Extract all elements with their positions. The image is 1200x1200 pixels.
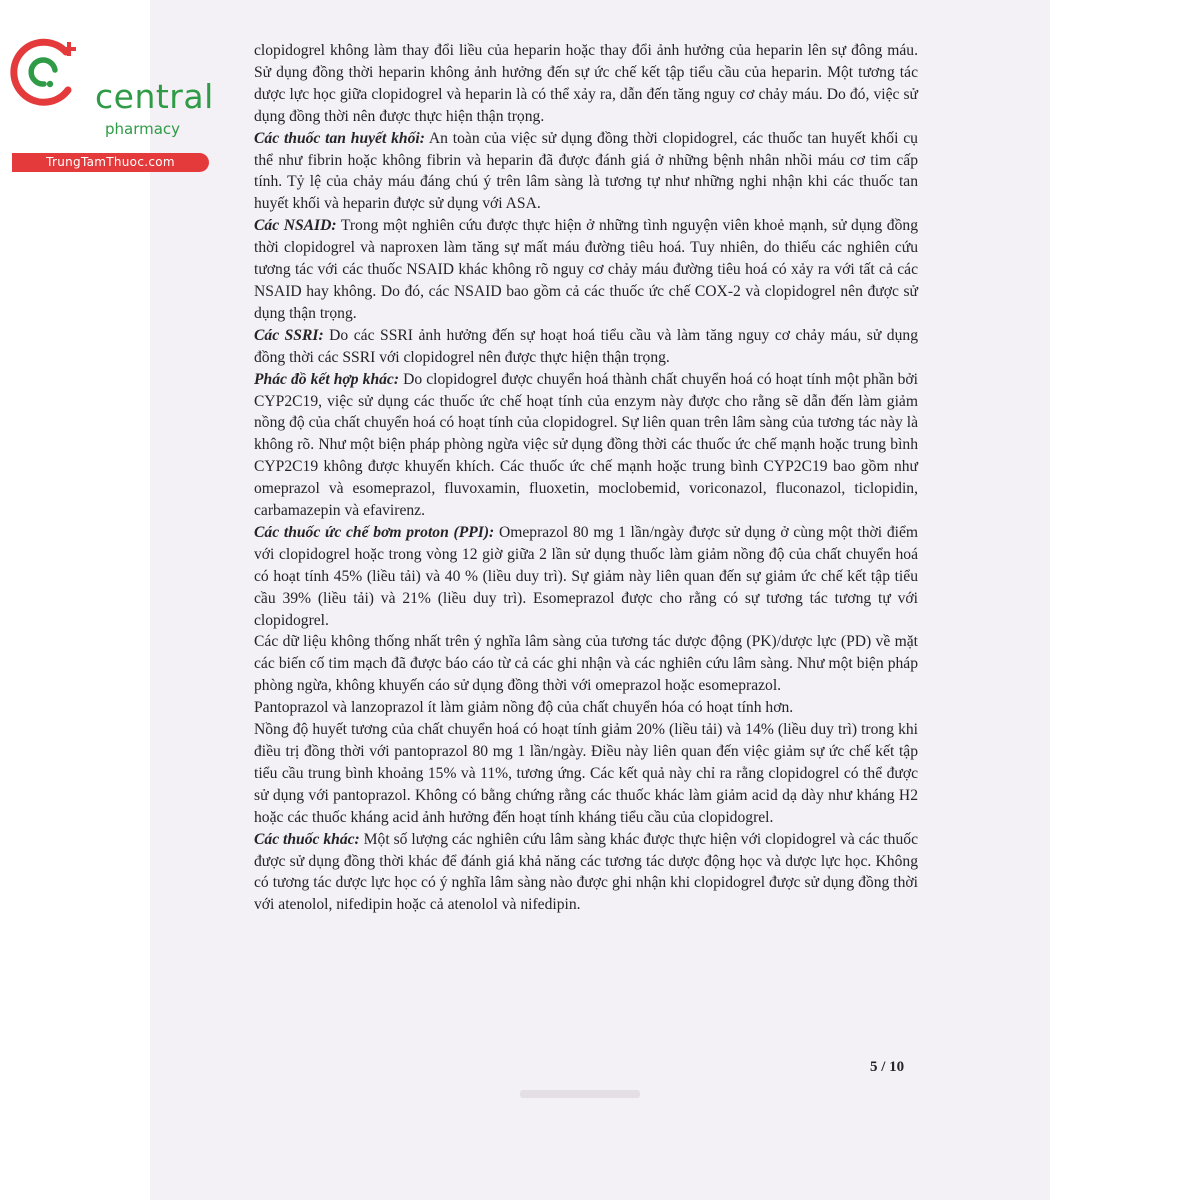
paragraph-plasma-concentration: Nồng độ huyết tương của chất chuyển hoá có hoạt tính giảm 20% (liều tải) và 14% (liều duy trì) trong khi điều trị đồng thời với pantoprazol 80 mg 1 lần/ngày. Điều này liên quan đến việc giảm sự ức chế kết tập tiểu cầu trung bình khoảng 15% và 11%, tương ứng. Các kết quả này chỉ ra rằng clopidogrel có thể được sử dụng với pantoprazol. Không có bằng chứng rằng các thuốc khác làm giảm acid dạ dày như kháng H2 hoặc các thuốc kháng acid ảnh hưởng đến hoạt tính kháng tiểu cầu của clopidogrel. [254,721,918,826]
paragraph-ppi: Các thuốc ức chế bơm proton (PPI): Omeprazol 80 mg 1 lần/ngày được sử dụng ở cùng một thời điểm với clopidogrel hoặc trong vòng 12 giờ giữa 2 lần sử dụng thuốc làm giảm nồng độ của chất chuyển hoá có hoạt tính 45% (liều tải) và 40 % (liều duy trì). Sự giảm này liên quan đến sự giảm ức chế kết tập tiểu cầu 39% (liều tải) và 21% (liều duy trì). Esomeprazol được cho rằng có sự tương tác tương tự với clopidogrel. [254,523,919,629]
paragraph-combination: Phác đồ kết hợp khác: Do clopidogrel được chuyển hoá thành chất chuyển hoá có hoạt tính một phần bởi CYP2C19, việc sử dụng các thuốc ức chế hoạt tính của enzym này được cho rằng sẽ dẫn đến làm giảm nồng độ của chất chuyển hoá có hoạt tính của clopidogrel. Sự liên quan trên lâm sàng của tương tác này là không rõ. Như một biện pháp phòng ngừa việc sử dụng đồng thời các thuốc ức chế mạnh hoặc trung bình CYP2C19 không được khuyến khích. Các thuốc ức chế mạnh hoặc trung bình CYP2C19 bao gồm như omeprazol và esomeprazol, fluvoxamin, fluoxetin, moclobemid, voriconazol, fluconazol, ticlopidin, carbamazepin và efavirenz. [254,370,918,520]
paragraph-heading: Các SSRI: [254,326,324,344]
paragraph-other-drugs: Các thuốc khác: Một số lượng các nghiên cứu lâm sàng khác được thực hiện với clopidogrel và các thuốc được sử dụng đồng thời khác để đánh giá khả năng các tương tác dược động học và dược lực học. Không có tương tác dược lực học có ý nghĩa lâm sàng nào được ghi nhận khi clopidogrel được sử dụng đồng thời với atenolol, nifedipin hoặc cả atenolol và nifedipin. [254,830,918,914]
paragraph-pantoprazole: Pantoprazol và lanzoprazol ít làm giảm nồng độ của chất chuyển hóa có hoạt tính hơn. [254,699,794,717]
paragraph-heading: Các thuốc khác: [254,830,360,848]
paragraph-pk-pd: Các dữ liệu không thống nhất trên ý nghĩa lâm sàng của tương tác dược động (PK)/dược lực (PD) về mặt các biến cố tim mạch đã được báo cáo từ cả các ghi nhận và các nghiên cứu lâm sàng. Như một biện pháp phòng ngừa, không khuyến cáo sử dụng đồng thời với omeprazol hoặc esomeprazol. [254,633,918,695]
document-body [254,40,918,916]
paragraph-heading: Các thuốc ức chế bơm proton (PPI): [254,523,495,541]
paragraph-heading: Phác đồ kết hợp khác: [254,370,400,388]
paragraph-ssri: Các SSRI: Do các SSRI ảnh hưởng đến sự hoạt hoá tiểu cầu và làm tăng nguy cơ chảy máu, sử dụng đồng thời các SSRI với clopidogrel nên được thực hiện thận trọng. [254,326,918,366]
pharmacy-cross-logo-icon [8,36,80,108]
brand-site-banner: TrungTamThuoc.com [12,153,209,172]
paragraph-nsaid: Các NSAID: Trong một nghiên cứu được thực hiện ở những tình nguyện viên khoẻ mạnh, sử dụng đồng thời clopidogrel và naproxen làm tăng sự mất máu đường tiêu hoá. Tuy nhiên, do thiếu các nghiên cứu tương tác với các thuốc NSAID khác không rõ nguy cơ chảy máu đường tiêu hoá có xảy ra với tất cả các NSAID hay không. Do đó, các NSAID bao gồm cả các thuốc ức chế COX-2 và clopidogrel nên được sử dụng thận trọng. [254,217,918,322]
brand-logo[interactable] [8,36,218,169]
paragraph-heparin: clopidogrel không làm thay đổi liều của heparin hoặc thay đổi ảnh hưởng của heparin lên sự đông máu. Sử dụng đồng thời heparin không ảnh hưởng đến sự ức chế kết tập tiểu cầu của heparin. Một tương tác dược lực học giữa clopidogrel và heparin là có thể xảy ra, dẫn đến tăng nguy cơ chảy máu. Do đó, việc sử dụng đồng thời nên được thực hiện thận trọng. [254,42,918,125]
paragraph-thrombolytics: Các thuốc tan huyết khối: An toàn của việc sử dụng đồng thời clopidogrel, các thuốc tan huyết khối cụ thể như fibrin hoặc không fibrin và heparin đã được đánh giá ở những bệnh nhân nhồi máu cơ tim cấp tính. Tỷ lệ của chảy máu đáng chú ý trên lâm sàng là tương tự như những nghi nhận khi các thuốc tan huyết khối và heparin được sử dụng với ASA. [254,129,918,213]
paragraph-heading: Các NSAID: [254,217,337,235]
page-number: 5 / 10 [870,1059,905,1075]
brand-name: central [95,77,214,116]
paragraph-heading: Các thuốc tan huyết khối: [254,129,425,147]
faint-stamp-mark [520,1090,640,1098]
brand-subtitle: pharmacy [105,120,181,138]
